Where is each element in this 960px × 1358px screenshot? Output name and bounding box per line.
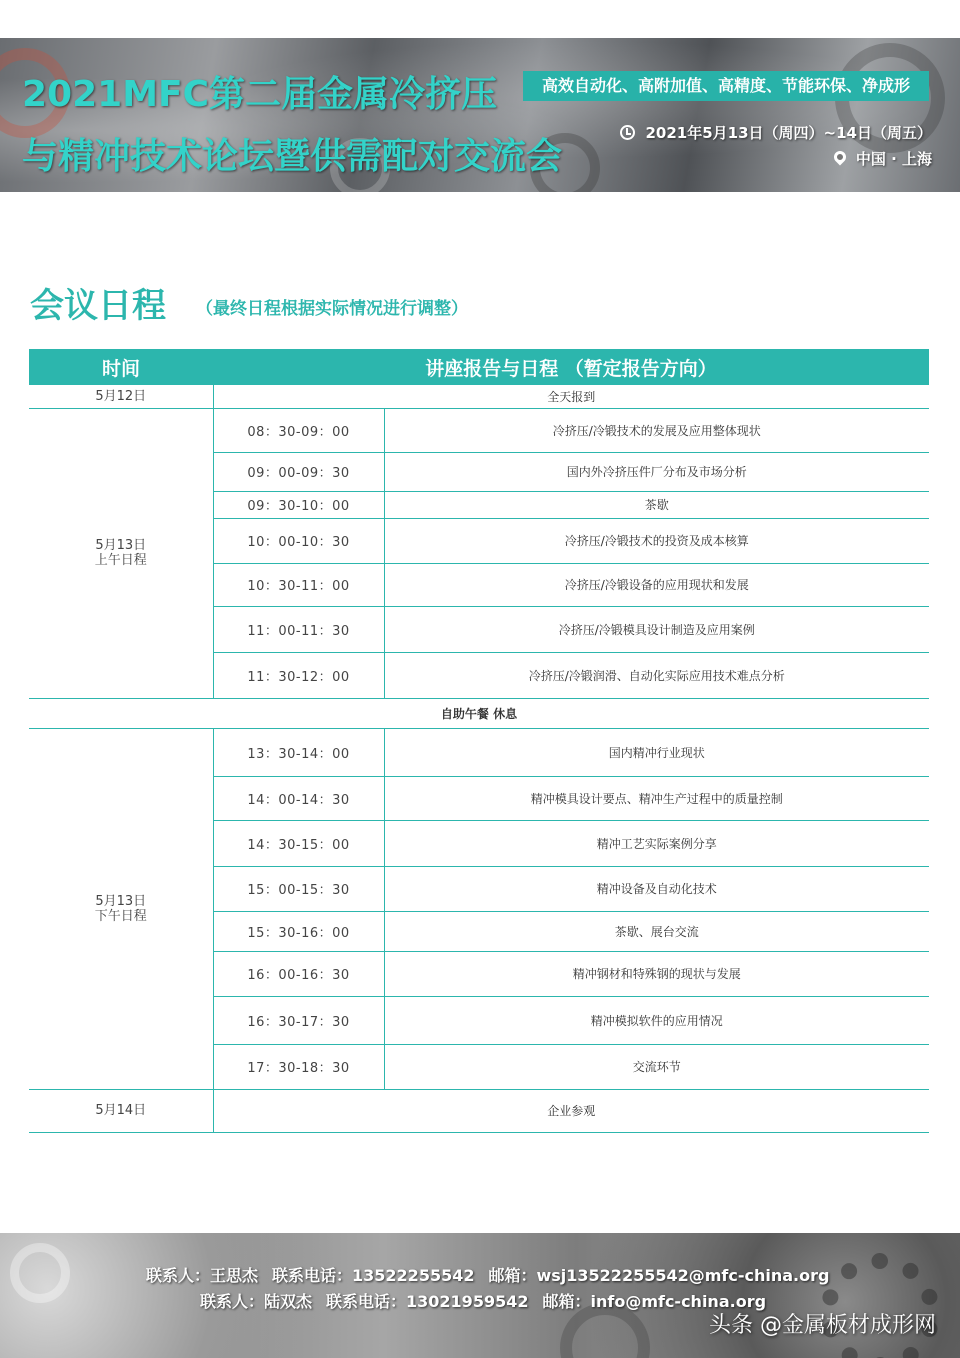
topic-cell: 精冲模拟软件的应用情况 [384,996,929,1044]
event-date-text: 2021年5月13日（周四）~14日（周五） [645,124,932,142]
day-label: 5月13日 [95,893,147,909]
clock-icon [620,125,635,140]
table-row [29,385,929,408]
contact-line-2 [200,1289,780,1312]
topic-cell: 冷挤压/冷锻设备的应用现状和发展 [384,563,929,606]
day-cell: 5月12日 [29,385,213,408]
topic-cell: 冷挤压/冷锻技术的投资及成本核算 [384,518,929,563]
topic-cell: 国内外冷挤压件厂分布及市场分析 [384,452,929,491]
contact-name: 联系人：陆双杰 [200,1292,313,1311]
table-row [29,1089,929,1132]
event-location [834,148,932,169]
day-cell [29,728,213,1089]
contact-email-link[interactable]: 邮箱：info@mfc-china.org [542,1292,767,1311]
schedule-note: （最终日程根据实际情况进行调整） [196,299,468,319]
topic-cell: 冷挤压/冷锻技术的发展及应用整体现状 [384,408,929,452]
contact-phone: 联系电话：13522255542 [272,1266,475,1285]
time-cell: 10：30-11：00 [213,563,384,606]
session-label: 上午日程 [94,553,147,568]
day-cell: 5月14日 [29,1089,213,1132]
time-cell: 09：00-09：30 [213,452,384,491]
topic-cell: 国内精冲行业现状 [384,728,929,776]
topic-cell: 茶歇 [384,491,929,518]
table-row [29,698,929,728]
table-header-row [29,349,929,385]
location-pin-icon [831,149,848,166]
table-row [29,728,929,776]
source-watermark: 头条 @金属板材成形网 [709,1313,936,1338]
event-title-line1: 2021MFC第二届金属冷挤压 [22,74,498,115]
contact-line-1 [146,1263,843,1286]
time-cell: 16：30-17：30 [213,996,384,1044]
contact-name: 联系人：王思杰 [146,1266,259,1285]
time-cell: 16：00-16：30 [213,951,384,996]
time-cell: 14：00-14：30 [213,776,384,820]
session-label: 下午日程 [94,908,147,924]
topic-cell: 茶歇、展台交流 [384,911,929,951]
time-cell: 13：30-14：00 [213,728,384,776]
time-cell: 11：00-11：30 [213,606,384,652]
header-banner [0,38,960,192]
column-header-time: 时间 [29,349,213,385]
event-location-text: 中国 · 上海 [855,150,932,168]
event-date [620,122,932,143]
time-cell: 15：00-15：30 [213,866,384,911]
topic-cell: 精冲工艺实际案例分享 [384,820,929,866]
topic-cell: 精冲钢材和特殊钢的现状与发展 [384,951,929,996]
footer-banner [0,1233,960,1358]
table-row [29,408,929,452]
day-cell [29,408,213,698]
topic-cell: 冷挤压/冷锻模具设计制造及应用案例 [384,606,929,652]
contact-email-link[interactable]: 邮箱：wsj13522255542@mfc-china.org [488,1266,830,1285]
topic-cell: 冷挤压/冷锻润滑、自动化实际应用技术难点分析 [384,652,929,698]
event-tagline: 高效自动化、高附加值、高精度、节能环保、净成形 [523,71,929,101]
time-cell: 09：30-10：00 [213,491,384,518]
time-cell: 14：30-15：00 [213,820,384,866]
lunch-break-cell: 自助午餐 休息 [29,698,929,728]
topic-cell: 全天报到 [213,385,929,408]
schedule-table [29,349,929,1133]
column-header-topic: 讲座报告与日程 （暂定报告方向） [213,349,929,385]
topic-cell: 精冲模具设计要点、精冲生产过程中的质量控制 [384,776,929,820]
topic-cell: 企业参观 [213,1089,929,1132]
day-label: 5月13日 [95,538,147,553]
event-title-line2: 与精冲技术论坛暨供需配对交流会 [22,136,563,177]
topic-cell: 精冲设备及自动化技术 [384,866,929,911]
gear-decoration [10,1243,70,1303]
time-cell: 11：30-12：00 [213,652,384,698]
time-cell: 10：00-10：30 [213,518,384,563]
topic-cell: 交流环节 [384,1044,929,1089]
schedule-title: 会议日程 [30,286,166,326]
time-cell: 08：30-09：00 [213,408,384,452]
time-cell: 15：30-16：00 [213,911,384,951]
contact-phone: 联系电话：13021959542 [326,1292,529,1311]
time-cell: 17：30-18：30 [213,1044,384,1089]
